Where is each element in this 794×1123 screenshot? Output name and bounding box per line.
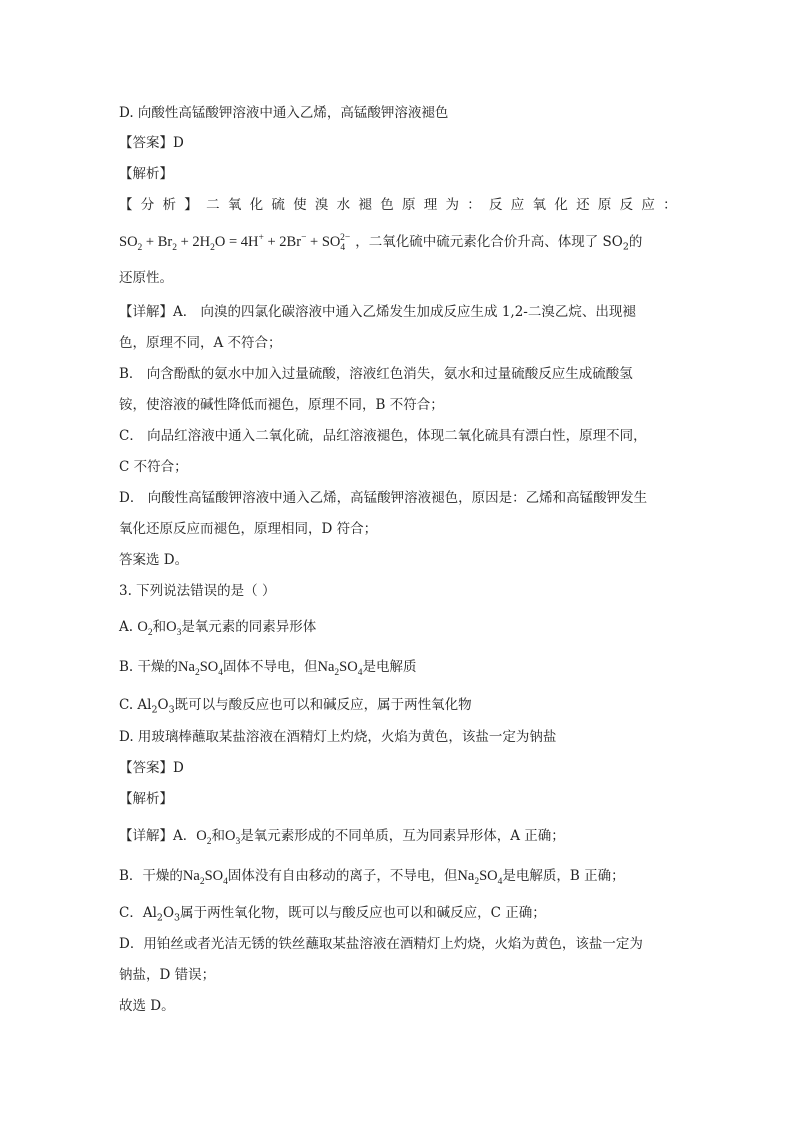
q2-detail-b1: B． 向含酚酞的氨水中加入过量硫酸，溶液红色消失，氨水和过量硫酸反应生成硫酸氢 [119, 366, 633, 382]
q2-detail-d1: D． 向酸性高锰酸钾溶液中通入乙烯，高锰酸钾溶液褪色，原因是：乙烯和高锰酸钾发生 [119, 490, 648, 506]
q3-detail-a: 【详解】A．$O_2$和$O_3$是氧元素形成的不同单质，互为同素异形体，A 正确； [119, 828, 565, 847]
q3-detail-d1: D．用铂丝或者光洁无锈的铁丝蘸取某盐溶液在酒精灯上灼烧，火焰为黄色，该盐一定为 [119, 936, 643, 952]
q3-conclusion: 故选 D。 [119, 998, 175, 1014]
q2-detail-a2: 色，原理不同，A 不符合； [119, 335, 282, 351]
q3-option-a: A. $O_2$和$O_3$是氧元素的同素异形体 [119, 619, 317, 638]
q3-analysis-label: 【解析】 [119, 791, 173, 807]
q2-detail-a1: 【详解】A． 向溴的四氯化碳溶液中通入乙烯发生加成反应生成 1,2-二溴乙烷、出现褪 [119, 304, 636, 320]
q2-detail-d2: 氧化还原反应而褪色，原理相同，D 符合； [119, 521, 378, 537]
so2-reaction-equation: $SO_2 + Br_2 + 2H_2O = 4H^+ + 2Br^- + SO_4^{2-}$ [119, 233, 351, 253]
q3-detail-b: B．干燥的$Na_2SO_4$固体没有自由移动的离子，不导电，但$Na_2SO_4$是电解质，B 正确； [119, 868, 625, 887]
q2-detail-b2: 铵，使溶液的碱性降低而褪色，原理不同，B 不符合； [119, 397, 444, 413]
q2-detail-c2: C 不符合； [119, 459, 188, 475]
q3-option-b: B. 干燥的$Na_2SO_4$固体不导电，但$Na_2SO_4$是电解质 [119, 659, 417, 678]
q2-equation-line: $SO_2 + Br_2 + 2H_2O = 4H^+ + 2Br^- + SO_4^{2-}$ ，二氧化硫中硫元素化合价升高、体现了 $SO_2$的 [119, 233, 643, 253]
q2-analysis-line: 【 分 析 】 二 氧 化 硫 使 溴 水 褪 色 原 理 为 ： 反 应 氧 化 还 原 反 应 ： [119, 197, 677, 213]
q3-detail-d2: 钠盐，D 错误； [119, 967, 216, 983]
q3-option-c: C. $Al_2O_3$既可以与酸反应也可以和碱反应，属于两性氧化物 [119, 697, 472, 716]
q3-answer: 【答案】D [119, 760, 184, 776]
q2-analysis-label: 【解析】 [119, 166, 173, 182]
q2-detail-c1: C． 向品红溶液中通入二氧化硫，品红溶液褪色，体现二氧化硫具有漂白性，原理不同， [119, 428, 647, 444]
q3-stem: 3. 下列说法错误的是（ ） [119, 583, 276, 599]
q2-reduction-line: 还原性。 [119, 270, 173, 286]
q2-conclusion: 答案选 D。 [119, 552, 189, 568]
q3-option-d: D. 用玻璃棒蘸取某盐溶液在酒精灯上灼烧，火焰为黄色，该盐一定为钠盐 [119, 729, 557, 745]
q2-option-d: D. 向酸性高锰酸钾溶液中通入乙烯，高锰酸钾溶液褪色 [119, 105, 449, 121]
q3-detail-c: C．$Al_2O_3$属于两性氧化物，既可以与酸反应也可以和碱反应，C 正确； [119, 905, 546, 924]
q2-answer: 【答案】D [119, 135, 184, 151]
